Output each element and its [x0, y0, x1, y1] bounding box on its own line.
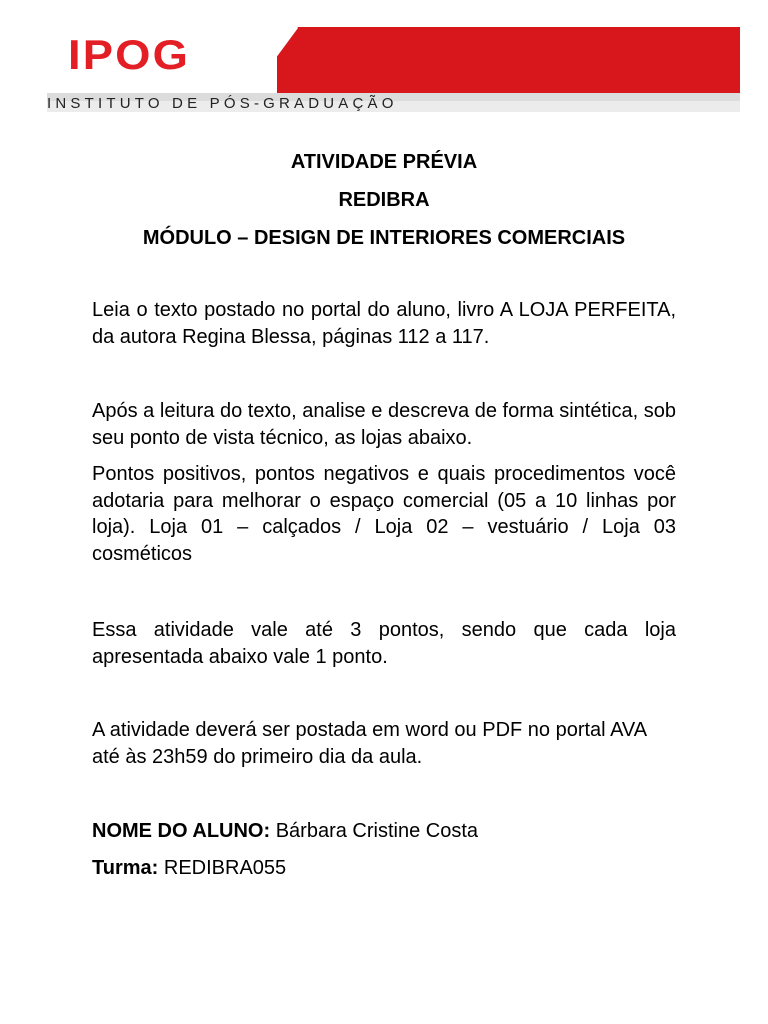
student-class-value: REDIBRA055 [163, 857, 287, 879]
student-class-line [92, 855, 676, 882]
ipog-logo: IPOG [68, 31, 191, 78]
document-header [0, 0, 768, 120]
header-red-band [250, 27, 740, 93]
title-line-3: MÓDULO – DESIGN DE INTERIORES COMERCIAIS [142, 227, 626, 249]
student-name-label: NOME DO ALUNO: [92, 820, 271, 842]
document-titles [0, 148, 768, 262]
paragraph-reading: Leia o texto postado no portal do aluno, livro A LOJA PERFEITA, da autora Regina Blessa, páginas 112 a 117. [92, 299, 676, 348]
institute-subtitle: INSTITUTO DE PÓS-GRADUAÇÃO [47, 95, 398, 112]
paragraph-submission: A atividade deverá ser postada em word ou PDF no portal AVA até às 23h59 do primeiro dia da aula. [92, 719, 647, 768]
title-line-2: REDIBRA [338, 189, 430, 211]
student-class-label: Turma: [92, 857, 159, 879]
student-name-value: Bárbara Cristine Costa [275, 820, 479, 842]
paragraph-points: Pontos positivos, pontos negativos e quais procedimentos você adotaria para melhorar o espaço comercial (05 a 10 linhas por loja). Loja 01 – calçados / Loja 02 – vestuário / Loja 03 cosméticos [92, 463, 676, 565]
paragraph-grading: Essa atividade vale até 3 pontos, sendo que cada loja apresentada abaixo vale 1 ponto. [92, 619, 676, 668]
student-name-line [92, 818, 676, 845]
title-line-1: ATIVIDADE PRÉVIA [290, 151, 478, 173]
paragraph-analysis: Após a leitura do texto, analise e descreva de forma sintética, sob seu ponto de vista técnico, as lojas abaixo. [92, 400, 676, 449]
